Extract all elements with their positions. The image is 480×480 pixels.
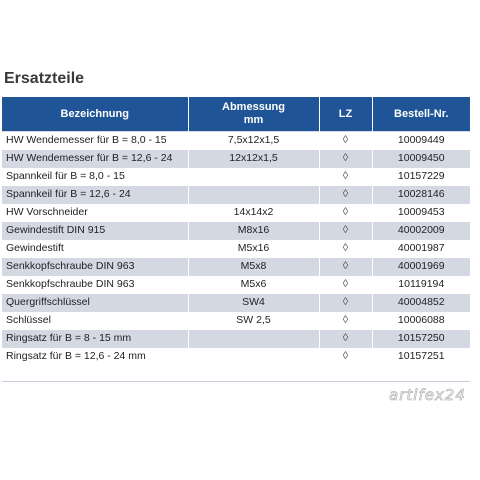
table-row — [2, 222, 470, 240]
table-row — [2, 276, 470, 294]
table-row — [2, 258, 470, 276]
cell-bestell-nr: 10028146 — [372, 186, 470, 204]
cell-lz: ◊ — [319, 258, 372, 276]
cell-bestell-nr: 40001987 — [372, 240, 470, 258]
table-row — [2, 330, 470, 348]
cell-abmessung: M5x8 — [188, 258, 319, 276]
cell-lz: ◊ — [319, 204, 372, 222]
cell-bezeichnung: Quergriffschlüssel — [2, 294, 188, 312]
table-row — [2, 294, 470, 312]
cell-bezeichnung: Ringsatz für B = 12,6 - 24 mm — [2, 348, 188, 366]
cell-bezeichnung: HW Wendemesser für B = 12,6 - 24 — [2, 150, 188, 168]
cell-bestell-nr: 40001969 — [372, 258, 470, 276]
cell-abmessung — [188, 348, 319, 366]
cell-bestell-nr: 10157229 — [372, 168, 470, 186]
table-header-row — [2, 97, 470, 132]
header-bestell-nr: Bestell-Nr. — [372, 97, 470, 132]
watermark-logo: artifex24 — [389, 386, 466, 404]
table-row — [2, 348, 470, 366]
cell-abmessung: 14x14x2 — [188, 204, 319, 222]
cell-bestell-nr: 40004852 — [372, 294, 470, 312]
table-row — [2, 132, 470, 150]
cell-lz: ◊ — [319, 222, 372, 240]
cell-lz: ◊ — [319, 294, 372, 312]
cell-bezeichnung: Ringsatz für B = 8 - 15 mm — [2, 330, 188, 348]
cell-bezeichnung: HW Vorschneider — [2, 204, 188, 222]
cell-bestell-nr: 10119194 — [372, 276, 470, 294]
cell-abmessung — [188, 168, 319, 186]
cell-lz: ◊ — [319, 312, 372, 330]
cell-bestell-nr: 10157251 — [372, 348, 470, 366]
cell-bestell-nr: 10009450 — [372, 150, 470, 168]
cell-abmessung: SW 2,5 — [188, 312, 319, 330]
cell-lz: ◊ — [319, 348, 372, 366]
cell-bestell-nr: 10009449 — [372, 132, 470, 150]
cell-bestell-nr: 10006088 — [372, 312, 470, 330]
table-row — [2, 240, 470, 258]
header-bezeichnung: Bezeichnung — [2, 97, 188, 132]
header-abmessung-unit: mm — [243, 114, 264, 126]
cell-bestell-nr: 10157250 — [372, 330, 470, 348]
cell-lz: ◊ — [319, 168, 372, 186]
cell-abmessung: M8x16 — [188, 222, 319, 240]
cell-abmessung: 12x12x1,5 — [188, 150, 319, 168]
table-bottom-rule — [2, 381, 470, 382]
table-row — [2, 204, 470, 222]
header-abmessung — [188, 97, 319, 132]
cell-lz: ◊ — [319, 132, 372, 150]
cell-bezeichnung: Senkkopfschraube DIN 963 — [2, 276, 188, 294]
cell-bezeichnung: Spannkeil für B = 8,0 - 15 — [2, 168, 188, 186]
cell-bezeichnung: Senkkopfschraube DIN 963 — [2, 258, 188, 276]
cell-lz: ◊ — [319, 240, 372, 258]
cell-lz: ◊ — [319, 276, 372, 294]
cell-abmessung: M5x16 — [188, 240, 319, 258]
cell-bezeichnung: HW Wendemesser für B = 8,0 - 15 — [2, 132, 188, 150]
cell-bezeichnung: Gewindestift — [2, 240, 188, 258]
header-abmessung-label: Abmessung — [222, 101, 285, 113]
header-lz: LZ — [319, 97, 372, 132]
cell-bezeichnung: Spannkeil für B = 12,6 - 24 — [2, 186, 188, 204]
cell-bezeichnung: Gewindestift DIN 915 — [2, 222, 188, 240]
cell-abmessung: 7,5x12x1,5 — [188, 132, 319, 150]
cell-bestell-nr: 10009453 — [372, 204, 470, 222]
table-row — [2, 168, 470, 186]
cell-bezeichnung: Schlüssel — [2, 312, 188, 330]
parts-table — [2, 97, 470, 365]
section-title: Ersatzteile — [4, 70, 85, 87]
table-row — [2, 312, 470, 330]
cell-lz: ◊ — [319, 186, 372, 204]
cell-abmessung — [188, 186, 319, 204]
cell-lz: ◊ — [319, 150, 372, 168]
table-body — [2, 132, 470, 366]
table-row — [2, 150, 470, 168]
table-row — [2, 186, 470, 204]
cell-abmessung: SW4 — [188, 294, 319, 312]
cell-bestell-nr: 40002009 — [372, 222, 470, 240]
cell-lz: ◊ — [319, 330, 372, 348]
cell-abmessung: M5x6 — [188, 276, 319, 294]
cell-abmessung — [188, 330, 319, 348]
